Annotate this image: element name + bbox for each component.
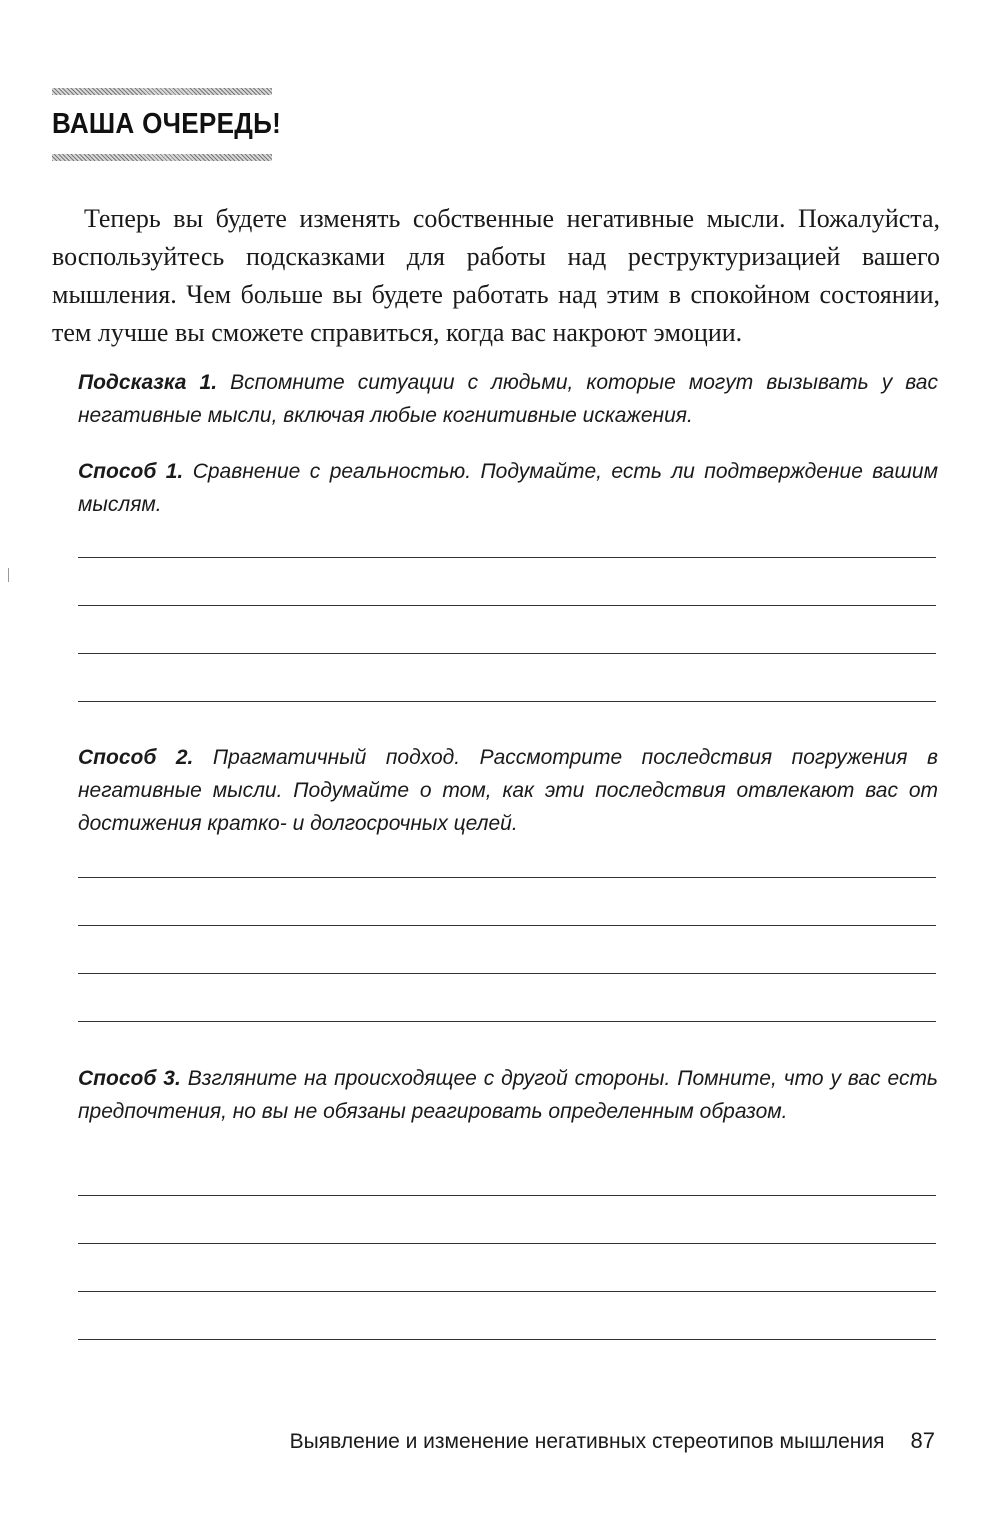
margin-mark (8, 568, 9, 582)
hint-1-label: Подсказка 1. (78, 371, 218, 394)
answer-line[interactable] (78, 1195, 936, 1196)
page-footer (0, 1428, 935, 1454)
answer-line[interactable] (78, 1243, 936, 1244)
method-3-text: Взгляните на происходящее с другой стороны. Помните, что у вас есть предпочтения, но вы не обязаны реагировать определенным образом. (78, 1067, 938, 1123)
hint-1-text: Вспомните ситуации с людьми, которые могут вызывать у вас негативные мысли, включая любые когнитивные искажения. (78, 371, 938, 427)
answer-line[interactable] (78, 1339, 936, 1340)
answer-line[interactable] (78, 557, 936, 558)
method-1-text: Сравнение с реальностью. Подумайте, есть ли подтверждение вашим мыслям. (78, 460, 938, 516)
answer-line[interactable] (78, 877, 936, 878)
answer-line[interactable] (78, 973, 936, 974)
method-2-label: Способ 2. (78, 746, 194, 769)
section-heading: ВАША ОЧЕРЕДЬ! (52, 108, 282, 140)
answer-line[interactable] (78, 701, 936, 702)
answer-line[interactable] (78, 925, 936, 926)
heading-bottom-rule (52, 154, 272, 161)
method-1-label: Способ 1. (78, 460, 184, 483)
method-3 (78, 1062, 938, 1128)
answer-line[interactable] (78, 1021, 936, 1022)
hint-1 (78, 366, 938, 432)
method-2-text: Прагматичный подход. Рассмотрите последствия погружения в негативные мысли. Подумайте о том, как эти последствия отвлекают вас от достижения кратко- и долгосрочных целей. (78, 746, 938, 835)
method-3-label: Способ 3. (78, 1067, 181, 1090)
page-number: 87 (910, 1428, 935, 1453)
intro-text: Теперь вы будете изменять собственные негативные мысли. Пожалуйста, воспользуйтесь подсказками для работы над реструктуризацией вашего мышления. Чем больше вы будете работать над этим в спокойном состоянии, тем лучше вы сможете справиться, когда вас накроют эмоции. (52, 204, 940, 347)
intro-paragraph (52, 200, 940, 352)
answer-line[interactable] (78, 1291, 936, 1292)
answer-line[interactable] (78, 605, 936, 606)
answer-line[interactable] (78, 653, 936, 654)
method-1 (78, 455, 938, 521)
heading-top-rule (52, 88, 272, 95)
method-2 (78, 741, 938, 840)
running-footer-title: Выявление и изменение негативных стереотипов мышления (289, 1430, 885, 1453)
